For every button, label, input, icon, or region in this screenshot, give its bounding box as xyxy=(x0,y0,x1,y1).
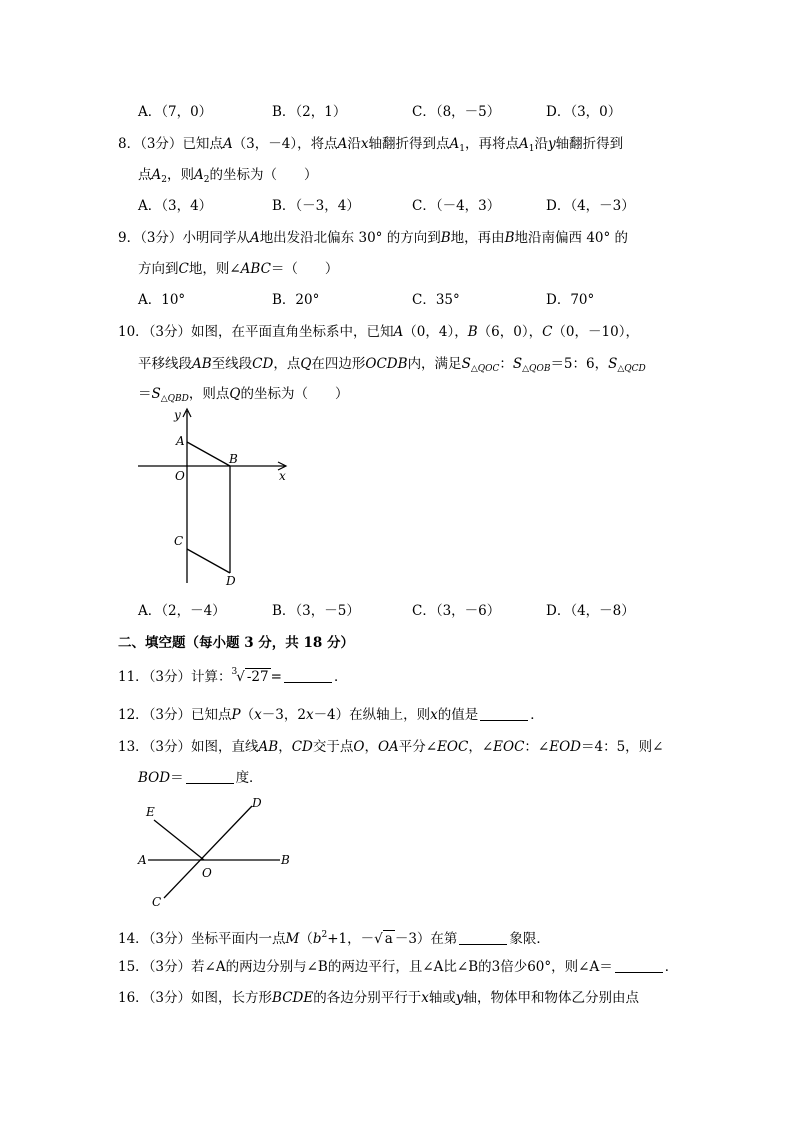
q10-label-c: C xyxy=(174,534,184,548)
q15-answer-blank[interactable] xyxy=(615,958,663,973)
q13-label-b: B xyxy=(281,853,290,867)
q10-label-b: B xyxy=(229,452,238,466)
q13-label-o: O xyxy=(202,866,212,880)
q13-line1: 13．（3分）如图，直线AB，CD交于点O，OA平分∠EOC，∠EOC：∠EOD＝4：5，则∠ xyxy=(118,739,664,755)
q9-option-d: D．70° xyxy=(546,292,595,308)
q10-option-b: B．（3，－5） xyxy=(272,603,360,619)
q7-option-b: B．（2，1） xyxy=(272,104,347,120)
q13-line-cd xyxy=(164,806,252,898)
q13-label-c: C xyxy=(152,895,162,909)
q12-line: 12．（3分）已知点P（x－3，2x－4）在纵轴上，则x的值是 ． xyxy=(118,707,544,723)
q16-line: 16．（3分）如图，长方形BCDE的各边分别平行于x轴或y轴，物体甲和物体乙分别由点 xyxy=(118,990,639,1006)
q10-segment-cd xyxy=(187,549,230,573)
q10-line3: $=S_{\triangle QBD}$，则点Q的坐标为（ ） xyxy=(138,386,349,404)
q15-line: 15．（3分）若∠A的两边分别与∠B的两边平行，且∠A比∠B的3倍少60°，则∠A＝ ． xyxy=(118,959,679,975)
q10-label-d: D xyxy=(226,574,236,588)
q9-line2: 方向到C地，则∠ABC＝（ ） xyxy=(138,261,339,277)
q8-line2: 点$A_2$，则$A_2$的坐标为（ ） xyxy=(138,167,318,185)
q10-label-o: O xyxy=(175,469,185,483)
q8-option-a: A．（3，4） xyxy=(138,198,213,214)
q9-option-b: B．20° xyxy=(272,292,320,308)
q11-cube-root: $^3$√ -27 xyxy=(231,667,269,685)
q10-label-y: y xyxy=(174,408,181,422)
q9-option-c: C．35° xyxy=(412,292,460,308)
q13-label-d: D xyxy=(252,796,262,810)
q12-answer-blank[interactable] xyxy=(480,706,528,721)
q8-line1: 8．（3分）已知点A（3，－4），将点A沿x轴翻折得到点$A_1$，再将点$A_1$沿y轴翻折得到 xyxy=(118,136,624,154)
q8-option-d: D．（4，－3） xyxy=(546,198,635,214)
q13-answer-blank[interactable] xyxy=(186,769,234,784)
q10-coordinate-figure xyxy=(130,405,300,590)
q7-option-d: D．（3，0） xyxy=(546,104,622,120)
q10-option-a: A．（2，－4） xyxy=(138,603,226,619)
q9-option-a: A．10° xyxy=(138,292,186,308)
q13-label-a: A xyxy=(138,853,147,867)
q13-ray-oe xyxy=(154,820,204,860)
q11-answer-blank[interactable] xyxy=(284,668,332,683)
q14-square-root: √ a xyxy=(374,931,393,947)
q10-label-a: A xyxy=(176,434,185,448)
q7-option-a: A．（7，0） xyxy=(138,104,213,120)
section-2-heading: 二、填空题（每小题 3 分，共 18 分） xyxy=(118,635,354,651)
q10-segment-ab xyxy=(187,442,230,466)
q10-option-c: C．（3，－6） xyxy=(412,603,501,619)
q9-line1: 9．（3分）小明同学从A地出发沿北偏东 30° 的方向到B地，再由B地沿南偏西 40° 的 xyxy=(118,230,629,246)
q10-label-x: x xyxy=(279,469,286,483)
q8-option-b: B．（－3，4） xyxy=(272,198,360,214)
q13-lines-figure xyxy=(130,792,300,916)
q13-label-e: E xyxy=(146,805,155,819)
q14-answer-blank[interactable] xyxy=(459,930,507,945)
q10-option-d: D．（4，－8） xyxy=(546,603,635,619)
q11-line: 11．（3分）计算：$^3$√ -27 = ． xyxy=(118,668,347,688)
q8-option-c: C．（－4，3） xyxy=(412,198,501,214)
q10-line1: 10．（3分）如图，在平面直角坐标系中，已知A（0，4），B（6，0），C（0，－10）， xyxy=(118,324,639,340)
q7-option-c: C．（8，－5） xyxy=(412,104,501,120)
q14-line: 14．（3分）坐标平面内一点$M(b^2+1$，－√ a －3）在第 象限． xyxy=(118,930,550,947)
q13-line2: BOD＝ 度． xyxy=(138,770,263,786)
q10-line2: 平移线段AB至线段CD，点Q在四边形OCDB内，满足$S_{\triangle QOC}$：$S_{\triangle QOB}=5$：6，$S_{\triangle QCD}$ xyxy=(138,356,646,374)
